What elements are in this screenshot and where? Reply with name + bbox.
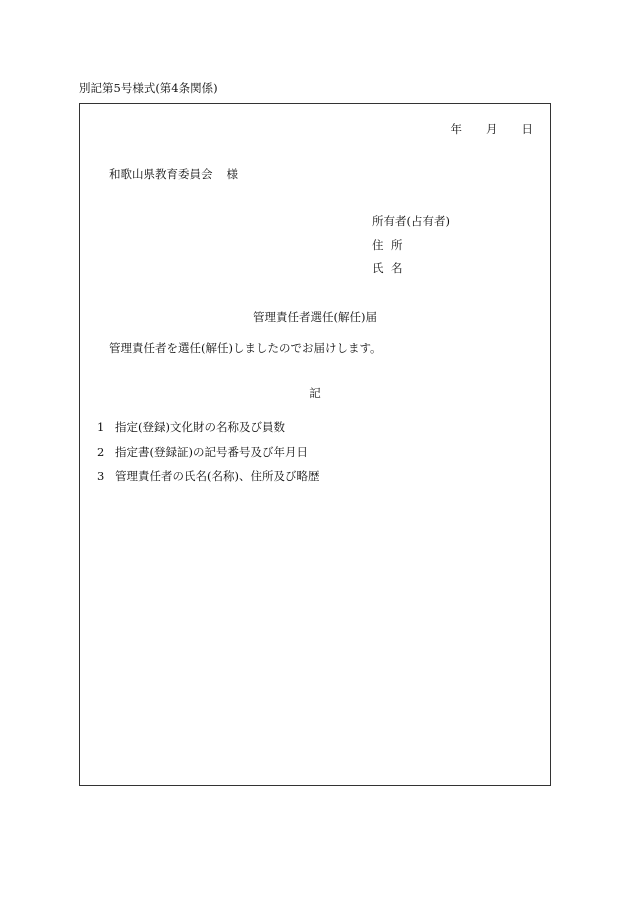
owner-address-label-1: 住 xyxy=(372,237,384,252)
form-body xyxy=(79,103,551,786)
date-month-label: 月 xyxy=(486,122,498,136)
intro-text: 管理責任者を選任(解任)しましたのでお届けします。 xyxy=(109,341,382,355)
addressee-honorific: 様 xyxy=(226,167,238,181)
owner-address-label-2: 所 xyxy=(391,237,403,252)
list-item xyxy=(97,415,319,440)
date-year-label: 年 xyxy=(450,122,462,136)
item-text: 管理責任者の氏名(名称)、住所及び略歴 xyxy=(115,469,320,483)
owner-name-label-1: 氏 xyxy=(372,261,384,275)
item-list xyxy=(97,415,319,489)
date-line xyxy=(451,121,534,137)
list-item xyxy=(97,464,319,489)
owner-address-label xyxy=(372,234,450,258)
addressee-name: 和歌山県教育委員会 xyxy=(109,167,213,181)
item-number: 1 xyxy=(97,420,105,434)
item-text: 指定書(登録証)の記号番号及び年月日 xyxy=(115,444,308,459)
owner-block xyxy=(372,210,450,281)
item-text: 指定(登録)文化財の名称及び員数 xyxy=(115,420,285,434)
item-number: 2 xyxy=(97,444,105,459)
owner-name-label xyxy=(372,257,450,281)
owner-heading: 所有者(占有者) xyxy=(372,214,450,228)
document-title: 管理責任者選任(解任)届 xyxy=(253,310,377,324)
list-item xyxy=(97,440,319,465)
date-day-label: 日 xyxy=(521,122,533,136)
ki-heading: 記 xyxy=(309,386,321,400)
owner-name-label-2: 名 xyxy=(391,261,403,275)
addressee xyxy=(109,166,238,182)
item-number: 3 xyxy=(97,469,105,483)
form-number-label: 別記第5号様式(第4条関係) xyxy=(79,81,218,95)
